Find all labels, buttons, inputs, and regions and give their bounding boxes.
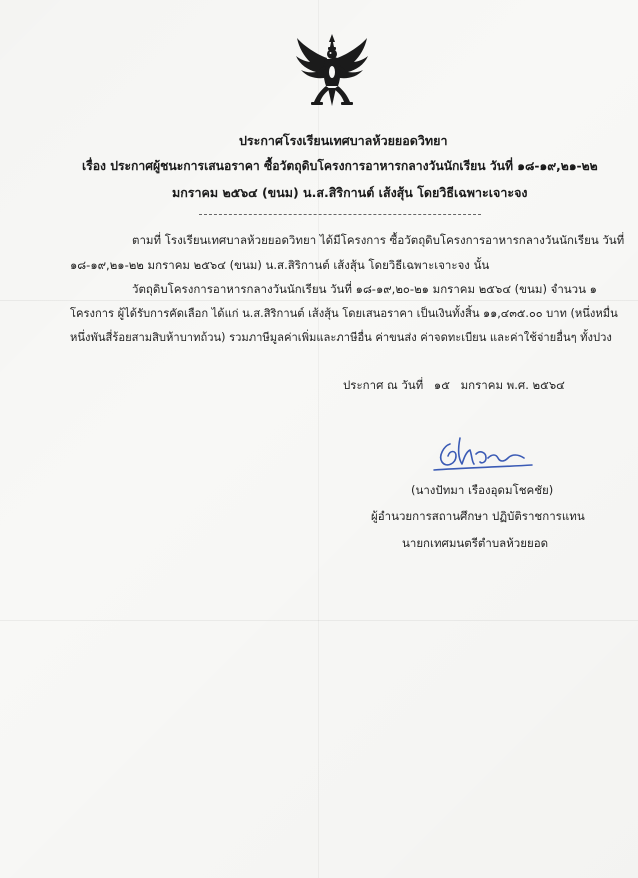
document-title: ประกาศโรงเรียนเทศบาลห้วยยอดวิทยา bbox=[239, 133, 448, 148]
announce-month-year: มกราคม พ.ศ. ๒๕๖๔ bbox=[460, 378, 565, 392]
handwritten-signature-icon bbox=[420, 432, 540, 480]
paragraph-2-line-3: หนึ่งพันสี่ร้อยสามสิบห้าบาทถ้วน) รวมภาษีมูลค่าเพิ่มและภาษีอื่น ค่าขนส่ง ค่าจดทะเบียน และค่าใช้จ่ายอื่นๆ ทั้งปวง bbox=[70, 331, 612, 344]
title-divider bbox=[199, 214, 481, 215]
paper-fold bbox=[0, 620, 638, 621]
announcement-date bbox=[343, 378, 565, 393]
garuda-emblem-icon bbox=[294, 32, 370, 108]
announce-prefix: ประกาศ ณ วันที่ bbox=[343, 378, 424, 392]
paragraph-2-line-2: โครงการ ผู้ได้รับการคัดเลือก ได้แก่ น.ส.สิริกานต์ เส้งสุ้น โดยเสนอราคา เป็นเงินทั้งสิ้น ๑๑,๔๓๕.๐๐ บาท (หนึ่งหมื่น bbox=[70, 307, 618, 320]
signer-name: (นางปัทมา เรืองอุดมโชคชัย) bbox=[411, 483, 554, 497]
announce-day: ๑๕ bbox=[433, 378, 450, 392]
paragraph-1-line-1: ตามที่ โรงเรียนเทศบาลห้วยยอดวิทยา ได้มีโครงการ ซื้อวัตถุดิบโครงการอาหารกลางวันนักเรียน วันที่ bbox=[132, 233, 625, 247]
paragraph-1-line-2: ๑๘-๑๙,๒๑-๒๒ มกราคม ๒๕๖๔ (ขนม) น.ส.สิริกานต์ เส้งสุ้น โดยวิธีเฉพาะเจาะจง นั้น bbox=[70, 258, 490, 272]
paragraph-2-line-1: วัตถุดิบโครงการอาหารกลางวันนักเรียน วันที่ ๑๘-๑๙,๒๐-๒๑ มกราคม ๒๕๖๔ (ขนม) จำนวน ๑ bbox=[132, 282, 597, 296]
document-subject-cont: มกราคม ๒๕๖๔ (ขนม) น.ส.สิริกานต์ เส้งสุ้น โดยวิธีเฉพาะเจาะจง bbox=[172, 185, 528, 200]
signer-position: ผู้อำนวยการสถานศึกษา ปฏิบัติราชการแทน bbox=[371, 509, 585, 523]
paper-fold bbox=[318, 0, 319, 878]
document-subject: เรื่อง ประกาศผู้ชนะการเสนอราคา ซื้อวัตถุดิบโครงการอาหารกลางวันนักเรียน วันที่ ๑๘-๑๙,๒๑-๒๒ bbox=[82, 159, 598, 173]
paper-fold bbox=[0, 300, 638, 301]
signer-position-2: นายกเทศมนตรีตำบลห้วยยอด bbox=[402, 536, 549, 550]
